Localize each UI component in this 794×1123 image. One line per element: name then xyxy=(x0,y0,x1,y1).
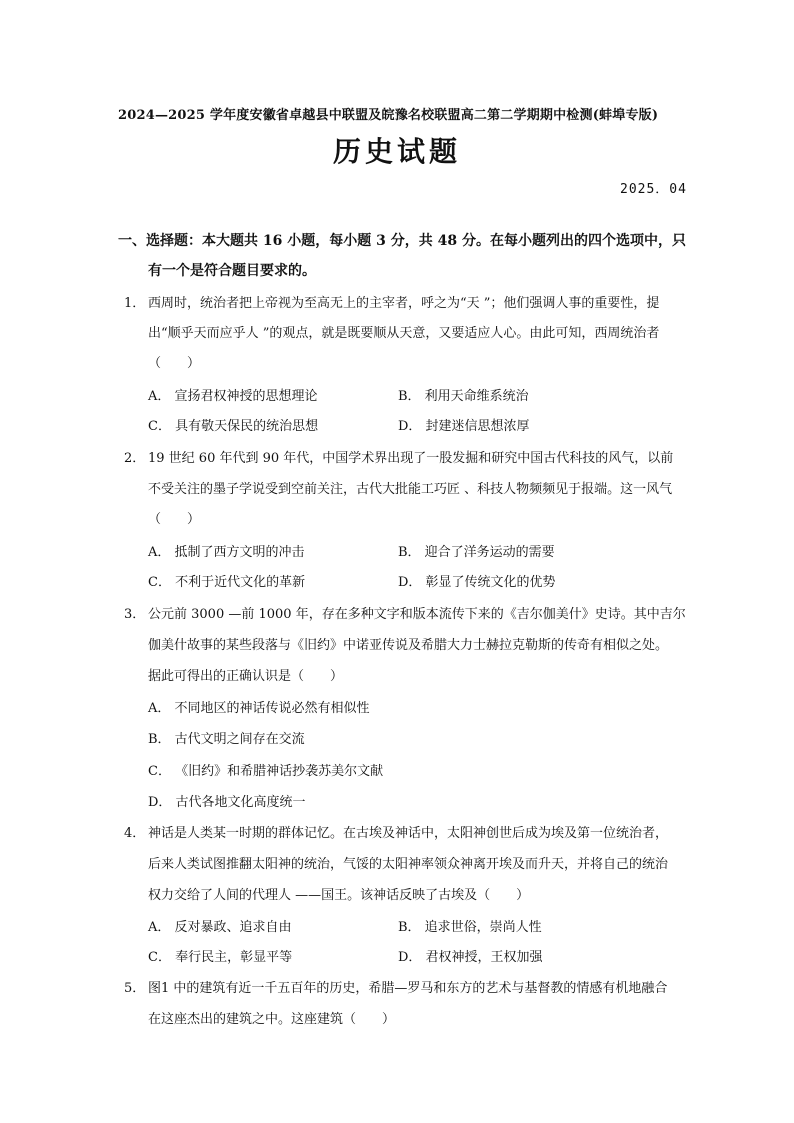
question-text: 权力交给了人间的代理人 ——国王。该神话反映了古埃及（ ） xyxy=(148,888,530,903)
option-c: C． 《旧约》和希腊神话抄袭苏美尔文献 xyxy=(148,764,384,779)
question-number: 4． xyxy=(124,826,146,841)
option-b: B． 利用天命维系统治 xyxy=(398,389,529,404)
question-number: 5． xyxy=(124,981,146,996)
question-text: 19 世纪 60 年代到 90 年代，中国学术界出现了一股发掘和研究中国古代科技的风气，以前 xyxy=(148,451,674,466)
question-text: 在这座杰出的建筑之中。这座建筑（ ） xyxy=(148,1012,396,1027)
option-b: B． 追求世俗，崇尚人性 xyxy=(398,920,542,935)
option-d: D． 君权神授，王权加强 xyxy=(398,950,543,965)
option-d: D． 彰显了传统文化的优势 xyxy=(398,575,556,590)
question-text: 出“顺乎天而应乎人 ”的观点，就是既要顺从天意，又要适应人心。由此可知，西周统治者 xyxy=(148,326,660,341)
page-title: 历史试题 xyxy=(332,135,461,168)
answer-blank: （ ） xyxy=(148,512,201,527)
option-a: A． 不同地区的神话传说必然有相似性 xyxy=(148,701,370,716)
option-a: A． 反对暴政、追求自由 xyxy=(148,920,292,935)
exam-date: 2025．04 xyxy=(620,182,687,197)
question-text: 后来人类试图推翻太阳神的统治，气馁的太阳神率领众神离开埃及而升天，并将自己的统治 xyxy=(148,857,669,872)
question-text: 不受关注的墨子学说受到空前关注，古代大批能工巧匠 、科技人物频频见于报端。这一风气 xyxy=(148,482,673,497)
question-text: 神话是人类某一时期的群体记忆。在古埃及神话中，太阳神创世后成为埃及第一位统治者， xyxy=(148,826,669,841)
answer-blank: （ ） xyxy=(148,356,201,371)
option-d: D． 封建迷信思想浓厚 xyxy=(398,419,530,434)
section-instruction-line2: 有一个是符合题目要求的。 xyxy=(148,263,316,279)
option-d: D． 古代各地文化高度统一 xyxy=(148,795,306,810)
question-number: 3． xyxy=(124,607,146,622)
question-number: 2． xyxy=(124,451,146,466)
question-text: 伽美什故事的某些段落与《旧约》中诺亚传说及希腊大力士赫拉克勒斯的传奇有相似之处。 xyxy=(148,638,669,653)
option-a: A． 宣扬君权神授的思想理论 xyxy=(148,389,318,404)
option-b: B． 迎合了洋务运动的需要 xyxy=(398,545,555,560)
option-a: A． 抵制了西方文明的冲击 xyxy=(148,545,305,560)
question-text: 公元前 3000 —前 1000 年，存在多种文字和版本流传下来的《吉尔伽美什》史诗。其中吉尔 xyxy=(148,607,686,622)
question-number: 1． xyxy=(124,296,146,311)
option-c: C． 不利于近代文化的革新 xyxy=(148,575,306,590)
exam-header: 2024—2025 学年度安徽省卓越县中联盟及皖豫名校联盟高二第二学期期中检测(蚌埠专版) xyxy=(118,108,659,123)
section-instruction-line1: 一、选择题：本大题共 16 小题，每小题 3 分，共 48 分。在每小题列出的四个选项中，只 xyxy=(118,233,686,249)
question-text: 西周时，统治者把上帝视为至高无上的主宰者，呼之为“天 ”；他们强调人事的重要性，提 xyxy=(148,296,660,311)
option-c: C． 奉行民主，彰显平等 xyxy=(148,950,293,965)
option-b: B． 古代文明之间存在交流 xyxy=(148,732,305,747)
option-c: C． 具有敬天保民的统治思想 xyxy=(148,419,319,434)
question-text: 据此可得出的正确认识是（ ） xyxy=(148,669,344,684)
question-text: 图1 中的建筑有近一千五百年的历史，希腊—罗马和东方的艺术与基督教的情感有机地融合 xyxy=(148,981,668,996)
